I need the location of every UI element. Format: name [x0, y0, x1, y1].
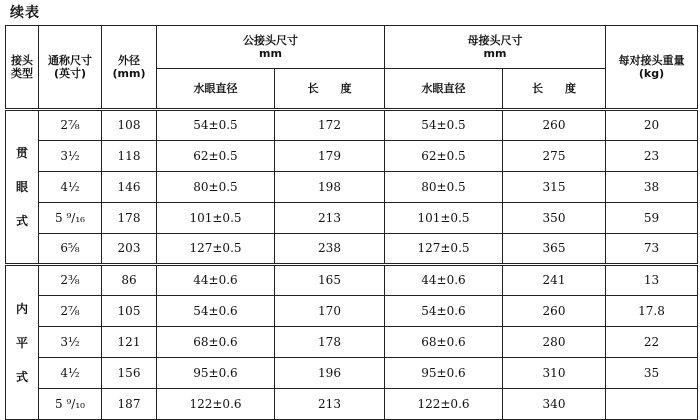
joint-type-char: 贯	[15, 146, 28, 160]
cell-female-bore: 54±0.5	[385, 110, 503, 141]
cell-female-bore: 80±0.5	[385, 172, 503, 203]
header-outer-diameter	[102, 26, 157, 110]
cell-weight: 38	[606, 172, 698, 203]
cell-od: 187	[102, 389, 157, 420]
cell-female-len: 350	[503, 203, 606, 234]
cell-weight	[606, 389, 698, 420]
header-joint-type-line2: 类型	[11, 67, 33, 80]
cell-female-bore: 127±0.5	[385, 234, 503, 265]
cell-od: 156	[102, 358, 157, 389]
cell-size: 6⅝	[39, 234, 102, 265]
cell-weight: 23	[606, 141, 698, 172]
header-weight-line1: 每对接头重量	[618, 54, 685, 67]
cell-od: 146	[102, 172, 157, 203]
header-outer-diameter-line2: (mm)	[112, 67, 146, 80]
cell-size: 4½	[39, 358, 102, 389]
cell-female-bore: 122±0.6	[385, 389, 503, 420]
joint-type-char: 式	[15, 214, 28, 228]
table-caption: 续表	[10, 5, 40, 21]
joint-type-cell	[6, 265, 39, 420]
cell-male-len: 172	[275, 110, 385, 141]
cell-male-len: 213	[275, 203, 385, 234]
cell-male-bore: 54±0.5	[157, 110, 275, 141]
cell-male-bore: 95±0.6	[157, 358, 275, 389]
cell-od: 203	[102, 234, 157, 265]
header-female-bore: 水眼直径	[385, 69, 503, 110]
cell-female-len: 241	[503, 265, 606, 296]
cell-male-bore: 62±0.5	[157, 141, 275, 172]
cell-od: 86	[102, 265, 157, 296]
cell-od: 108	[102, 110, 157, 141]
joint-type-char: 眼	[15, 180, 28, 194]
table-body	[6, 110, 698, 420]
header-nominal-size-line1: 通称尺寸	[48, 54, 92, 67]
cell-size: 3½	[39, 141, 102, 172]
table-row	[6, 327, 698, 358]
cell-female-len: 365	[503, 234, 606, 265]
table-row	[6, 110, 698, 141]
header-weight	[606, 26, 698, 110]
cell-female-len: 280	[503, 327, 606, 358]
header-female-group	[385, 26, 606, 69]
cell-male-bore: 127±0.5	[157, 234, 275, 265]
cell-female-bore: 62±0.5	[385, 141, 503, 172]
header-joint-type-line1: 接头	[11, 54, 33, 67]
table-row	[6, 172, 698, 203]
table-row	[6, 234, 698, 265]
cell-male-len: 165	[275, 265, 385, 296]
cell-male-bore: 101±0.5	[157, 203, 275, 234]
cell-male-len: 198	[275, 172, 385, 203]
cell-weight: 13	[606, 265, 698, 296]
cell-male-len: 196	[275, 358, 385, 389]
cell-weight: 35	[606, 358, 698, 389]
cell-od: 105	[102, 296, 157, 327]
cell-male-bore: 80±0.5	[157, 172, 275, 203]
cell-size: 3½	[39, 327, 102, 358]
header-male-group-line1: 公接头尺寸	[243, 34, 298, 47]
header-joint-type	[6, 26, 39, 110]
cell-male-bore: 68±0.6	[157, 327, 275, 358]
cell-male-bore: 44±0.6	[157, 265, 275, 296]
cell-male-bore: 122±0.6	[157, 389, 275, 420]
header-male-group-line2: mm	[259, 47, 282, 60]
cell-weight: 73	[606, 234, 698, 265]
joint-dimensions-table	[5, 25, 698, 420]
cell-male-len: 178	[275, 327, 385, 358]
cell-size: 2⅜	[39, 265, 102, 296]
cell-female-bore: 101±0.5	[385, 203, 503, 234]
cell-size: 4½	[39, 172, 102, 203]
cell-weight: 22	[606, 327, 698, 358]
cell-male-len: 170	[275, 296, 385, 327]
cell-female-len: 260	[503, 296, 606, 327]
cell-female-len: 275	[503, 141, 606, 172]
cell-female-bore: 54±0.6	[385, 296, 503, 327]
joint-type-cell	[6, 110, 39, 265]
header-nominal-size-line2: (英寸)	[53, 67, 87, 80]
joint-type-char: 平	[15, 335, 28, 350]
header-outer-diameter-line1: 外径	[118, 54, 140, 67]
header-male-group	[157, 26, 385, 69]
cell-od: 121	[102, 327, 157, 358]
header-female-length: 长 度	[503, 69, 606, 110]
cell-weight: 17.8	[606, 296, 698, 327]
header-weight-line2: (kg)	[638, 67, 665, 80]
table-row	[6, 296, 698, 327]
cell-weight: 20	[606, 110, 698, 141]
header-nominal-size	[39, 26, 102, 110]
header-male-length: 长 度	[275, 69, 385, 110]
cell-female-len: 315	[503, 172, 606, 203]
cell-female-bore: 44±0.6	[385, 265, 503, 296]
cell-size: 2⅞	[39, 296, 102, 327]
table-row	[6, 203, 698, 234]
cell-female-bore: 68±0.6	[385, 327, 503, 358]
cell-female-len: 310	[503, 358, 606, 389]
cell-male-len: 179	[275, 141, 385, 172]
cell-size: 5 ⁹/₁₆	[39, 203, 102, 234]
header-female-group-line2: mm	[483, 47, 507, 60]
joint-type-char: 式	[15, 369, 28, 384]
header-male-bore: 水眼直径	[157, 69, 275, 110]
cell-size: 5 ⁹/₁₀	[39, 389, 102, 420]
table-row	[6, 358, 698, 389]
table-row	[6, 141, 698, 172]
header-female-group-line1: 母接头尺寸	[467, 34, 523, 47]
cell-female-bore: 95±0.6	[385, 358, 503, 389]
cell-weight: 59	[606, 203, 698, 234]
cell-female-len: 340	[503, 389, 606, 420]
cell-od: 118	[102, 141, 157, 172]
cell-size: 2⅞	[39, 110, 102, 141]
cell-male-len: 238	[275, 234, 385, 265]
table-row	[6, 389, 698, 420]
cell-od: 178	[102, 203, 157, 234]
joint-type-char: 内	[15, 301, 28, 316]
cell-female-len: 260	[503, 110, 606, 141]
table-row	[6, 265, 698, 296]
cell-male-len: 213	[275, 389, 385, 420]
cell-male-bore: 54±0.6	[157, 296, 275, 327]
